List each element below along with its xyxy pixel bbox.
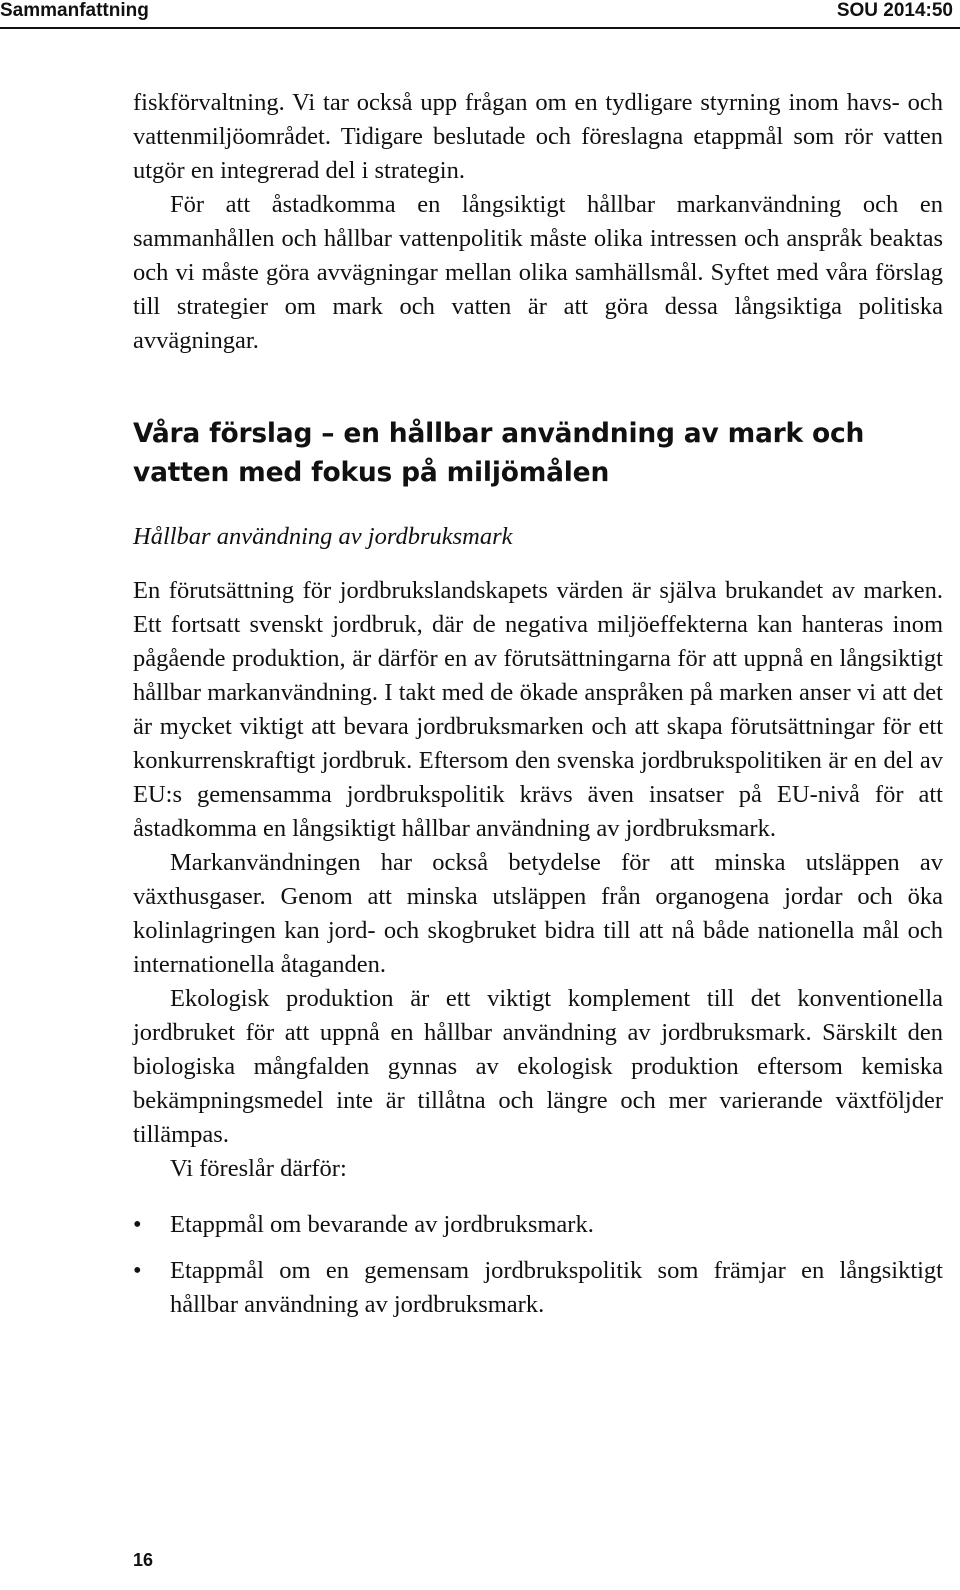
paragraph: Vi föreslår därför: bbox=[170, 1155, 347, 1182]
list-item-text: Etappmål om bevarande av jordbruksmark. bbox=[170, 1211, 594, 1238]
section-heading: Våra förslag – en hållbar användning av mark och vatten med fokus på miljömålen bbox=[133, 418, 865, 488]
subsection-heading: Hållbar användning av jordbruksmark bbox=[133, 523, 513, 550]
list-item-text: Etappmål om en gemensam jordbrukspolitik som främjar en långsiktigt hållbar användning av jordbruksmark. bbox=[170, 1257, 943, 1318]
paragraph: En förutsättning för jordbrukslandskapets värden är själva brukandet av marken. Ett fortsatt svenskt jordbruk, där de negativa miljöeffekterna kan hanteras inom pågående produktion, är därför en av förutsättningarna för att uppnå en långsiktigt hållbar markanvändning. I takt med de ökade anspråken på marken anser vi att det är mycket viktigt att bevara jordbruksmarken och att skapa förutsättningar för ett konkurrenskraftigt jordbruk. Eftersom den svenska jordbrukspolitiken är en del av EU:s gemensamma jordbrukspolitik krävs även insatser på EU-nivå för att åstadkomma en långsiktigt hållbar användning av jordbruksmark. bbox=[133, 577, 943, 842]
list-item bbox=[133, 1254, 943, 1322]
proposal-list bbox=[133, 1208, 943, 1322]
page-body bbox=[133, 86, 943, 1334]
document-id: SOU 2014:50 bbox=[836, 0, 953, 21]
header-rule bbox=[0, 27, 960, 29]
section-title: Sammanfattning bbox=[0, 0, 149, 21]
page-number: 16 bbox=[133, 1550, 154, 1570]
paragraph-continued: fiskförvaltning. Vi tar också upp frågan om en tydligare styrning inom havs- och vattenmiljöområdet. Tidigare beslutade och föreslagna etappmål som rör vatten utgör en integrerad del i strategin. bbox=[133, 89, 943, 184]
paragraph: Ekologisk produktion är ett viktigt komplement till det konventionella jordbruket för att uppnå en hållbar användning av jordbruksmark. Särskilt den biologiska mångfalden gynnas av ekologisk produktion eftersom kemiska bekämpningsmedel inte är tillåtna och längre och mer varierande växtföljder tillämpas. bbox=[133, 985, 943, 1148]
bullet-icon: • bbox=[133, 1211, 142, 1238]
running-header bbox=[0, 0, 960, 25]
paragraph: Markanvändningen har också betydelse för att minska utsläppen av växthusgaser. Genom att minska utsläppen från organogena jordar och öka kolinlagringen kan jord- och skogbruket bidra till att nå både nationella mål och internationella åtaganden. bbox=[133, 849, 943, 978]
bullet-icon: • bbox=[133, 1257, 142, 1284]
paragraph: För att åstadkomma en långsiktigt hållbar markanvändning och en sammanhållen och hållbar vattenpolitik måste olika intressen och anspråk beaktas och vi måste göra avvägningar mellan olika samhällsmål. Syftet med våra förslag till strategier om mark och vatten är att göra dessa långsiktiga politiska avvägningar. bbox=[133, 191, 943, 354]
list-item bbox=[133, 1208, 943, 1242]
